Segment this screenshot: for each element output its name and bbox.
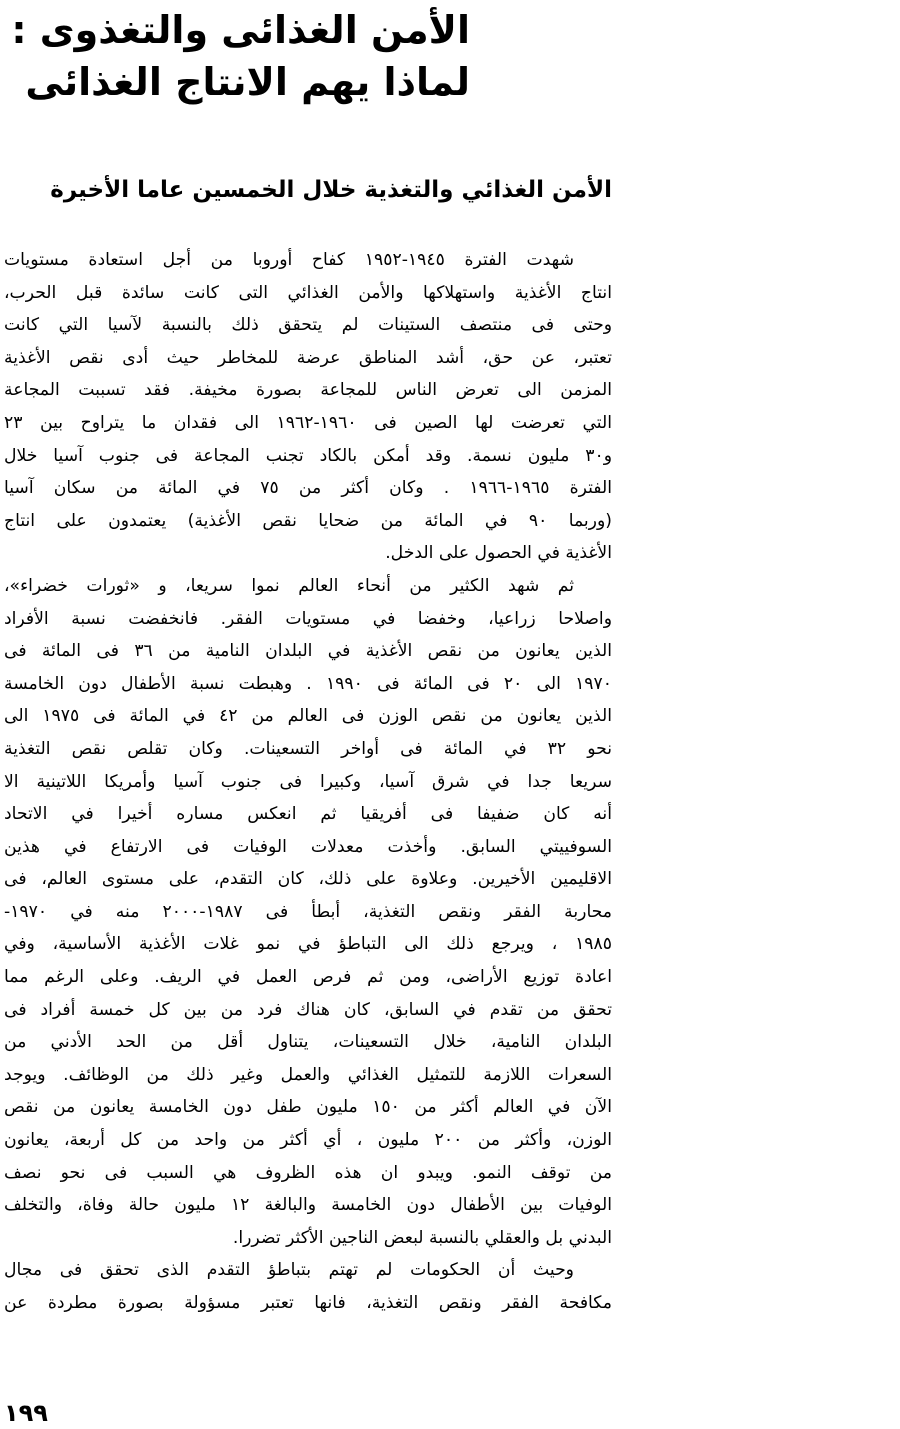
section-heading: الأمن الغذائي والتغذية خلال الخمسين عاما الأخيرة bbox=[50, 177, 612, 203]
text-line: انتاج الأغذية واستهلاكها والأمن الغذائي التى كانت سائدة قبل الحرب، bbox=[4, 282, 612, 303]
text-line: أنه كان ضفيفا فى أفريقيا ثم انعكس مساره أخيرا في الاتحاد bbox=[4, 804, 612, 825]
text-line: المزمن الى تعرض الناس للمجاعة بصورة مخيفة. فقد تسببت المجاعة bbox=[4, 380, 612, 401]
text-line: مكافحة الفقر ونقص التغذية، فانها تعتبر مسؤولة بصورة مطردة عن bbox=[4, 1293, 612, 1313]
text-line: البلدان النامية، خلال التسعينات، يتناول أقل من الحد الأدني من bbox=[4, 1032, 612, 1053]
chapter-title bbox=[0, 4, 470, 108]
text-line: السوفييتي السابق. وأخذت معدلات الوفيات فى الارتفاع في هذين bbox=[4, 836, 612, 857]
text-line: الفترة ١٩٦٥-١٩٦٦ . وكان أكثر من ٧٥ في المائة من سكان آسيا bbox=[4, 478, 612, 499]
text-line: اعادة توزيع الأراضى، ومن ثم فرص العمل في الريف. وعلى الرغم مما bbox=[4, 967, 612, 988]
text-line: الوفيات بين الأطفال دون الخامسة والبالغة ١٢ مليون حالة وفاة، والتخلف bbox=[4, 1195, 612, 1216]
text-line: السعرات اللازمة للتمثيل الغذائي والعمل وغير ذلك من الوظائف. ويوجد bbox=[4, 1064, 612, 1085]
text-line: وحيث أن الحكومات لم تهتم بتباطؤ التقدم الذى تحقق فى مجال bbox=[4, 1260, 574, 1281]
text-line: شهدت الفترة ١٩٤٥-١٩٥٢ كفاح أوروبا من أجل استعادة مستويات bbox=[4, 250, 574, 270]
chapter-title-line-1: الأمن الغذائى والتغذوى : bbox=[11, 8, 470, 52]
text-line: الأغذية في الحصول على الدخل. bbox=[385, 543, 612, 564]
text-line: ١٩٧٠ الى ٢٠ فى المائة فى ١٩٩٠ . وهبطت نسبة الأطفال دون الخامسة bbox=[4, 673, 612, 694]
text-line: تحقق من تقدم في السابق، كان هناك فرد من بين كل خمسة أفراد فى bbox=[4, 999, 612, 1020]
body-text bbox=[4, 244, 612, 1320]
text-line: و٣٠ مليون نسمة. وقد أمكن بالكاد تجنب المجاعة فى جنوب آسيا خلال bbox=[4, 445, 612, 466]
text-line: الوزن، وأكثر من ٢٠٠ مليون ، أي أكثر من واحد من كل أربعة، يعانون bbox=[4, 1130, 612, 1151]
text-line: واصلاحا زراعيا، وخفضا في مستويات الفقر. فانخفضت نسبة الأفراد bbox=[4, 608, 612, 629]
text-line: سريعا جدا في شرق آسيا، وكبيرا فى جنوب آسيا وأمريكا اللاتينية الا bbox=[4, 771, 612, 792]
text-line: محاربة الفقر ونقص التغذية، أبطأ فى ١٩٨٧-٢٠٠٠ منه في ١٩٧٠- bbox=[4, 901, 612, 922]
page-number: ١٩٩ bbox=[4, 1399, 48, 1427]
text-line: من توقف النمو. ويبدو ان هذه الظروف هي السبب فى نحو نصف bbox=[4, 1162, 612, 1183]
text-line: التي تعرضت لها الصين فى ١٩٦٠-١٩٦٢ الى فقدان ما يتراوح بين ٢٣ bbox=[4, 412, 612, 433]
text-line: نحو ٣٢ في المائة فى أواخر التسعينات. وكان تقلص نقص التغذية bbox=[4, 738, 612, 759]
text-line: ثم شهد الكثير من أنحاء العالم نموا سريعا، و «ثورات خضراء»، bbox=[4, 575, 574, 596]
text-line: الاقليمين الأخيرين. وعلاوة على ذلك، كان التقدم، على مستوى العالم، فى bbox=[4, 869, 612, 890]
text-line: الذين يعانون من نقص الوزن فى العالم من ٤٢ في المائة فى ١٩٧٥ الى bbox=[4, 706, 612, 727]
text-line: ١٩٨٥ ، ويرجع ذلك الى التباطؤ في نمو غلات الأغذية الأساسية، وفي bbox=[4, 934, 612, 955]
chapter-title-line-2: لماذا يهم الانتاج الغذائى bbox=[25, 60, 470, 104]
text-line: الذين يعانون من نقص الأغذية في البلدان النامية من ٣٦ فى المائة فى bbox=[4, 641, 612, 662]
text-line: (وربما ٩٠ في المائة من ضحايا نقص الأغذية) يعتمدون على انتاج bbox=[4, 510, 612, 531]
text-line: وحتى فى منتصف الستينات لم يتحقق ذلك بالنسبة لآسيا التي كانت bbox=[4, 315, 612, 336]
text-line: البدني بل والعقلي بالنسبة لبعض الناجين الأكثر تضررا. bbox=[232, 1227, 612, 1248]
text-line: تعتبر، عن حق، أشد المناطق عرضة للمخاطر حيث أدى نقص الأغذية bbox=[4, 347, 612, 368]
text-line: الآن في العالم أكثر من ١٥٠ مليون طفل دون الخامسة يعانون من نقص bbox=[4, 1097, 612, 1118]
